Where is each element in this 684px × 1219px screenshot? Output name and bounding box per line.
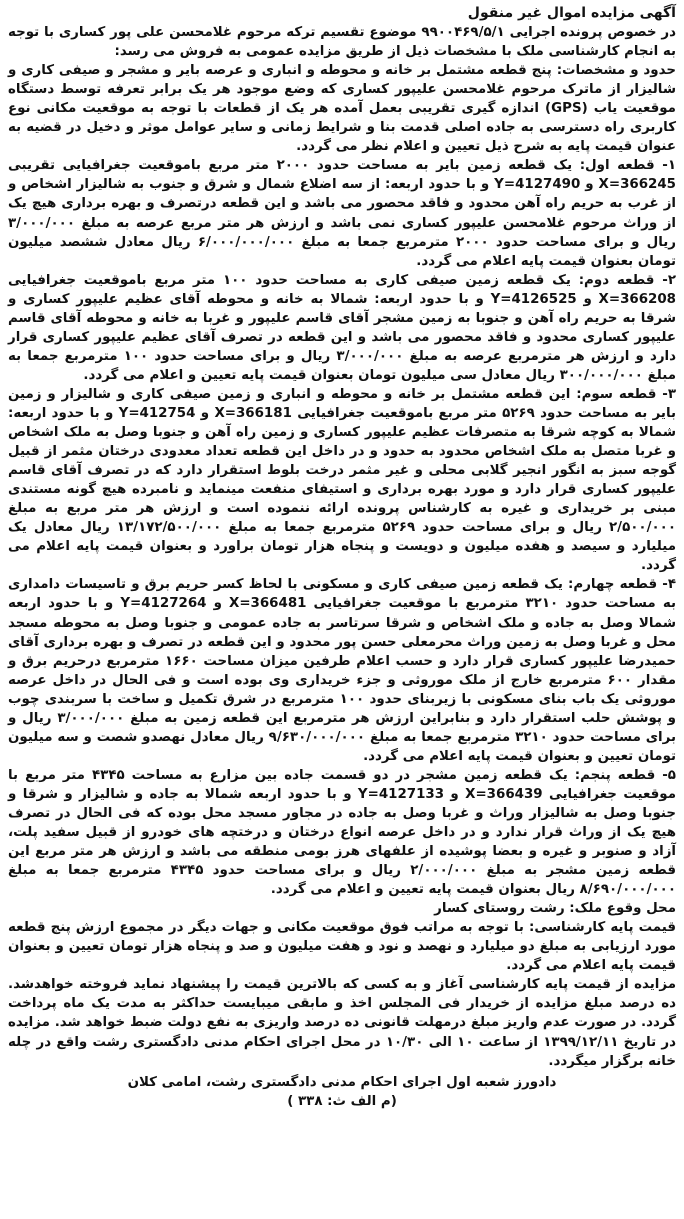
- signature: دادورز شعبه اول اجرای احکام مدنی دادگستری رشت، امامی کلان: [127, 1074, 557, 1090]
- base-price: قیمت پایه کارشناسی: با توجه به مراتب فوق موقعیت مکانی و جهات دیگر در مجموع ارزش پنج قطعه مورد ارزیابی به مبلغ دو میلیارد و نهصد و نود و هفت میلیون و صد و پنجاه هزار تومان تعیین و بعنوان قیمت پایه اعلام می گردد.: [8, 920, 676, 974]
- general-specifications: حدود و مشخصات: پنج قطعه مشتمل بر خانه و محوطه و انباری و عرصه بایر و مشجر و صیفی کاری و شالیزار از ماترک مرحوم غلامحسن علیپور کساری که وضع موجود هر یک برابر تعرفه توسط دستگاه موقعیت یاب (GPS) اندازه گیری تقریبی بعمل آمده هر یک از قطعات با توجه به موقعیت مکانی نوع کاربری راه دسترسی به جاده اصلی قدمت بنا و شرایط زمانی و سایر عوامل موثر و دخیل در قضیه به عنوان قیمت پایه به شرح ذیل تعیین و اعلام نظر می گردد.: [8, 63, 676, 155]
- property-location: محل وقوع ملک: رشت روستای کسار: [434, 901, 676, 917]
- notice-title: آگهی مزایده اموال غیر منقول: [467, 5, 676, 21]
- parcel-2: ۲- قطعه دوم: یک قطعه زمین صیفی کاری به مساحت حدود ۱۰۰ متر مربع باموقعیت جغرافیایی X=366208 و Y=4126525 و با حدود اربعه: شمالا به خانه و محوطه آقای عظیم علیپور کساری و شرقا به حریم راه آهن و جنوبا به زمین مشجر آقای قاسم علیپور و غربا به خانه و محوطه آقای قاسم علیپور کساری محدود و فاقد محصور می باشد و این قطعه در تصرف آقای عظیم علیپور کساری قرار دارد و ارزش هر مترمربع عرصه به مبلغ ۳/۰۰۰/۰۰۰ ریال و برای مساحت حدود ۱۰۰ مترمربع جمعا به مبلغ ۳۰۰/۰۰۰/۰۰۰ ریال معادل سی میلیون تومان بعنوان قیمت پایه تعیین و اعلام می گردد.: [8, 272, 676, 383]
- notice-intro: در خصوص پرونده اجرایی ۹۹۰۰۴۶۹/۵/۱ موضوع تقسیم ترکه مرحوم غلامحسن علی پور کساری با توجه به انجام کارشناسی ملک با مشخصات ذیل از طریق مزایده عمومی به فروش می رسد:: [8, 25, 676, 60]
- parcel-1: ۱- قطعه اول: یک قطعه زمین بایر به مساحت حدود ۲۰۰۰ متر مربع باموقعیت جغرافیایی تقریبی X=366245 و Y=4127490 و با حدود اربعه: از سه اضلاع شمال و شرق و جنوب به شالیزار اشخاص و از غرب به حریم راه آهن محدود و فاقد محصور می باشد و این قطعه درتصرف و بهره برداری هیچ یک از وراث مرحوم غلامحسن علیپور کساری نمی باشد و ارزش هر متر مربع عرصه به مبلغ ۳/۰۰۰/۰۰۰ ریال و برای مساحت حدود ۲۰۰۰ مترمربع جمعا به مبلغ ۶/۰۰۰/۰۰۰/۰۰۰ ریال معادل ششصد میلیون تومان بعنوان قیمت پایه اعلام می گردد.: [8, 158, 677, 269]
- auction-notice: [8, 4, 676, 1217]
- auction-terms: مزایده از قیمت پایه کارشناسی آغاز و به کسی که بالاترین قیمت را پیشنهاد نماید فروخته خواهدشد. ده درصد مبلغ مزایده از خریدار فی المجلس اخذ و مابقی میبایست حداکثر به مدت یک ماه پرداخت گردد. در صورت عدم واریز مبلغ درمهلت قانونی ده درصد واریزی به نفع دولت ضبط خواهد شد. مزایده در تاریخ ۱۳۹۹/۱۲/۱۱ از ساعت ۱۰ الی ۱۰/۳۰ در محل اجرای احکام مدنی دادگستری رشت واقع در چله خانه برگزار میگردد.: [8, 977, 676, 1069]
- reference-number: (م الف ث: ۳۳۸ ): [287, 1093, 397, 1109]
- parcel-4: ۴- قطعه چهارم: یک قطعه زمین صیفی کاری و مسکونی با لحاظ کسر حریم برق و تاسیسات دامداری به مساحت حدود ۳۲۱۰ مترمربع با موقعیت جغرافیایی X=366481 و Y=4127264 و با حدود اربعه شمالا وصل به جاده و ملک اشخاص و شرقا سرتاسر به جاده عمومی و جنوبا وصل به محوطه مسجد محل و غربا وصل به زمین وراث محرمعلی حسن پور محدود و این قطعه در تصرف و بهره برداری آقای حمیدرضا علیپور کساری قرار دارد و حسب اعلام طرفین میزان مساحت ۱۶۶۰ مترمربع درحریم برق و مقدار ۶۰۰ مترمربع خارج از ملک موروثی و جزء خریداری وی بوده است و فی الحال در داخل عرصه موروثی یک باب بنای مسکونی با زیربنای حدود ۱۰۰ مترمربع در شرق تکمیل و ساخت با سربندی چوب و پوشش حلب استقرار دارد و بنابراین ارزش هر مترمربع این قطعه زمین به مبلغ ۳/۰۰۰/۰۰۰ ریال و برای مساحت حدود ۳۲۱۰ مترمربع جمعا به مبلغ ۹/۶۳۰/۰۰۰/۰۰۰ ریال معادل نهصدو شصت و سه میلیون تومان تعیین و بعنوان قیمت پایه اعلام می گردد.: [8, 577, 677, 764]
- parcel-5: ۵- قطعه پنجم: یک قطعه زمین مشجر در دو قسمت جاده بین مزارع به مساحت ۴۳۴۵ متر مربع با موقعیت جغرافیایی X=366439 و Y=4127133 و با حدود اربعه شمالا به جاده و شالیزار و شرقا و جنوبا وصل به شالیزار وراث و غربا وصل به جاده در مجاور مسجد محل بوده که فی الحال در تصرف هیچ یک از وراث قرار ندارد و در داخل عرصه انواع درختان و درختچه های خودرو از قبیل سفید پلت، آزاد و صنوبر و غیره و بعضا پوشیده از علفهای هرز بومی منطقه می باشد و ارزش هر متر مربع این قطعه زمین مشجر به مبلغ ۲/۰۰۰/۰۰۰ ریال و برای مساحت حدود ۴۳۴۵ مترمربع جمعا به مبلغ ۸/۶۹۰/۰۰۰/۰۰۰ ریال بعنوان قیمت پایه تعیین و اعلام می گردد.: [8, 767, 676, 898]
- parcel-3: ۳- قطعه سوم: این قطعه مشتمل بر خانه و محوطه و انباری و زمین صیفی کاری و شالیزار و زمین بایر به مساحت حدود ۵۲۶۹ متر مربع باموقعیت جغرافیایی X=366181 و Y=412754 و با حدود اربعه: شمالا به کوچه شرقا به متصرفات عظیم علیپور کساری و زمین راه آهن و جنوبا وصل به ملک اشخاص و غربا متصل به ملک اشخاص محدود به حدود و در داخل این قطعه تعداد معدودی درختان مثمر از قبیل گوجه سبز به انگور انجیر گلابی محلی و غیر مثمر درخت بلوط استقرار دارد که در تصرف آقای قاسم علیپور کساری قرار دارد و مورد بهره برداری و استیفای منفعت مینماید و نامبرده هیچ گونه مستندی مبنی بر خریداری و غیره به کارشناس پرونده ارائه ننموده است و ارزش هر متر مربع به مبلغ ۲/۵۰۰/۰۰۰ ریال و برای مساحت حدود ۵۲۶۹ مترمربع جمعا به مبلغ ۱۳/۱۷۲/۵۰۰/۰۰۰ ریال معادل یک میلیارد و سیصد و هفده میلیون و دویست و پنجاه هزار تومان براورد و بعنوان قیمت پایه اعلام می گردد.: [8, 386, 676, 574]
